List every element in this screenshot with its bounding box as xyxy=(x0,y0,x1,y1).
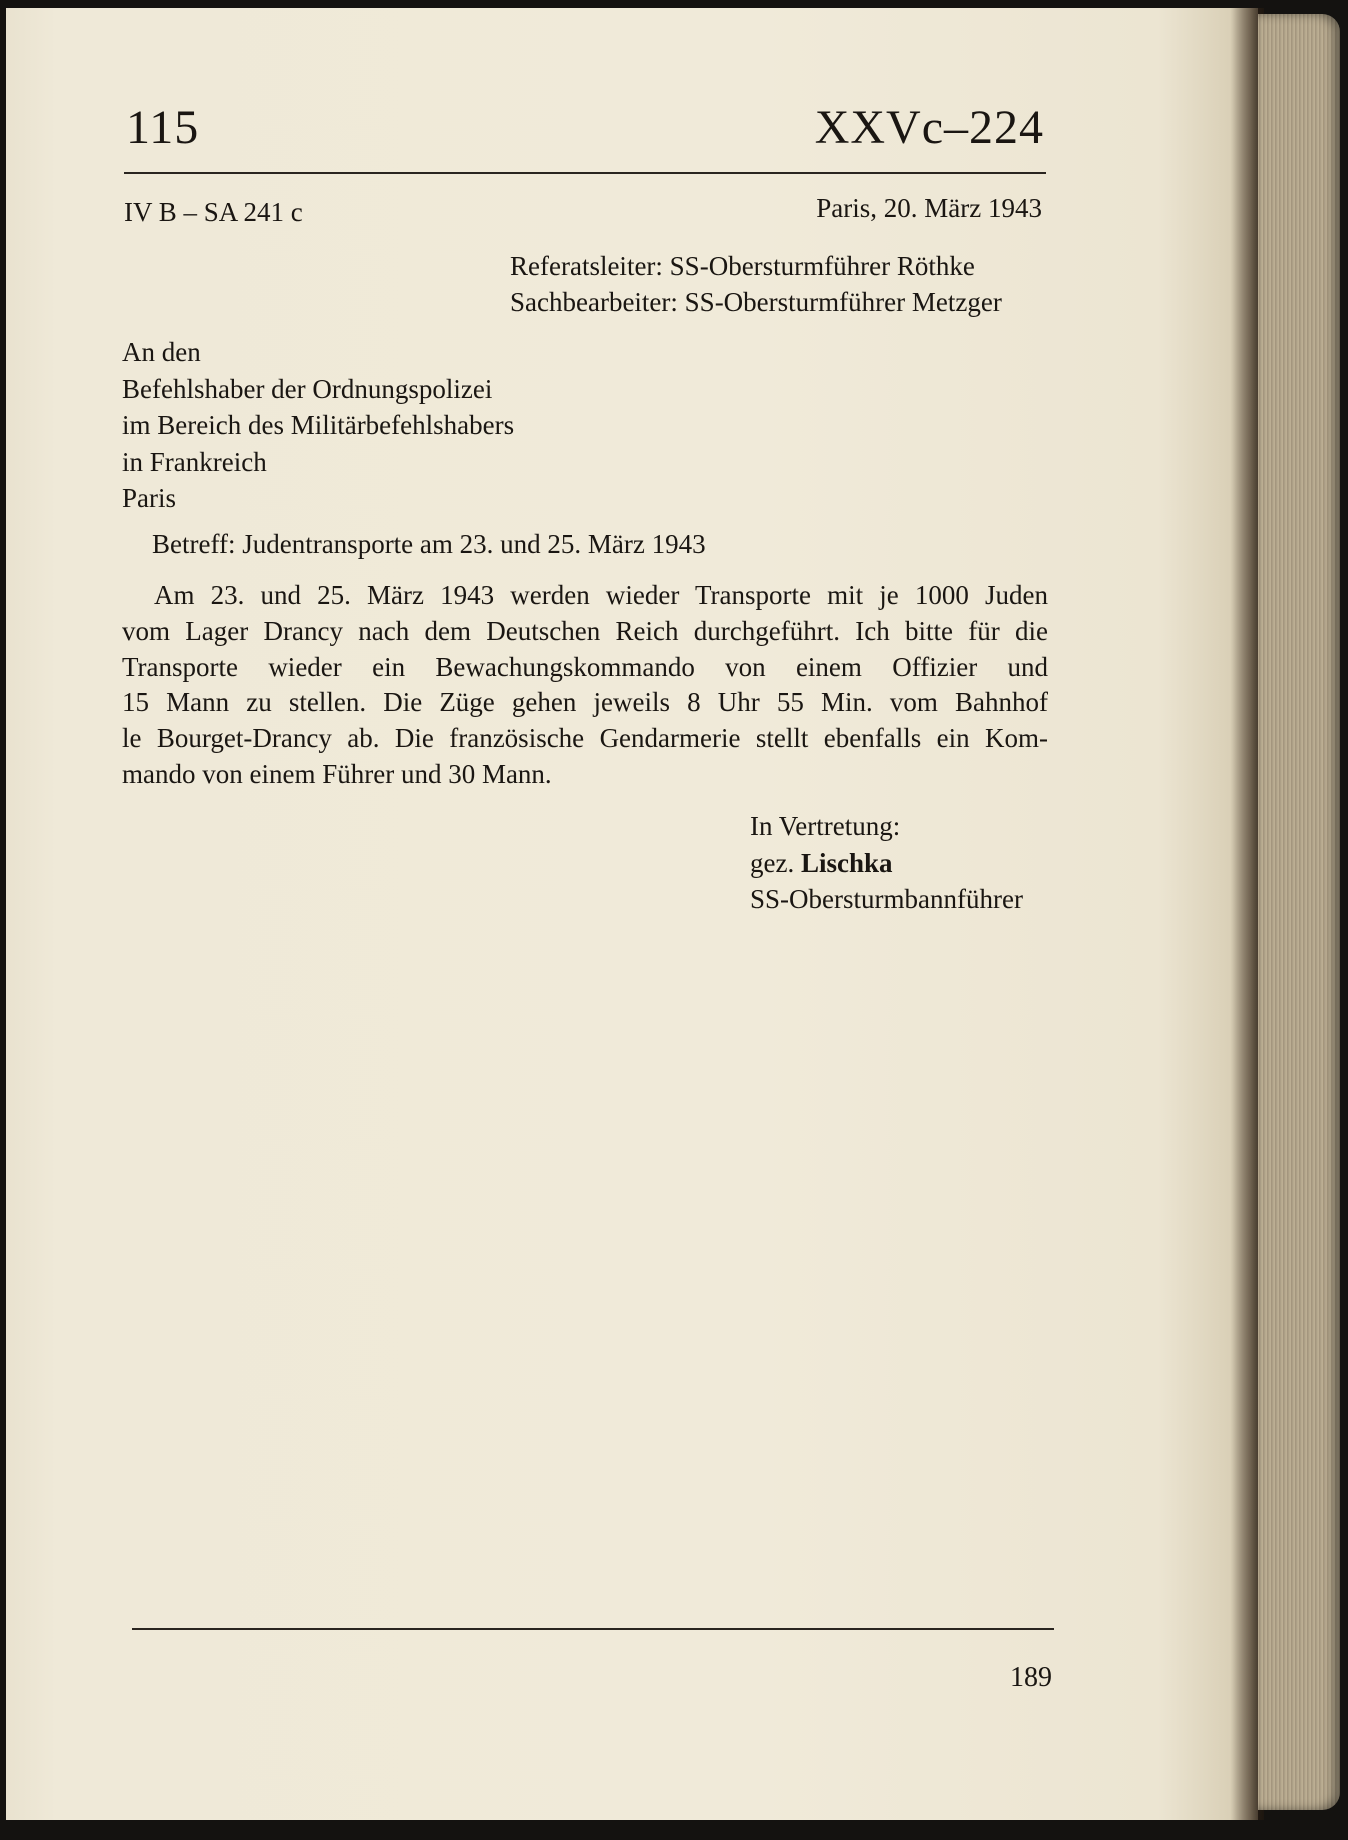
recipient-line: An den xyxy=(122,337,201,367)
letter-body xyxy=(122,578,1048,793)
document-number: 115 xyxy=(126,101,200,154)
body-line: 15 Mann zu stellen. Die Züge gehen jeweils 8 Uhr 55 Min. vom Bahnhof xyxy=(122,687,1048,718)
archive-code: XXVc–224 xyxy=(814,101,1044,154)
body-line: vom Lager Drancy nach dem Deutschen Reich durchgeführt. Ich bitte für die xyxy=(122,615,1048,646)
signature-block xyxy=(750,808,1023,918)
recipient-address xyxy=(122,334,514,517)
signature-name-line xyxy=(750,845,1023,882)
signatory-name: Lischka xyxy=(800,847,893,878)
recipient-line: Paris xyxy=(122,483,176,513)
header-rule xyxy=(124,172,1046,174)
place-date: Paris, 20. März 1943 xyxy=(816,193,1042,223)
referatsleiter-line: Referatsleiter: SS-Obersturmführer Röthke xyxy=(510,251,975,281)
recipient-line: in Frankreich xyxy=(122,446,267,477)
page-number: 189 xyxy=(1010,1662,1052,1693)
recipient-line: im Bereich des Militärbefehlshabers xyxy=(122,410,515,440)
officials-block xyxy=(510,248,1002,320)
signature-intro: In Vertretung: xyxy=(750,811,901,841)
file-reference: IV B – SA 241 c xyxy=(124,197,303,227)
recipient-line: Befehlshaber der Ordnungspolizei xyxy=(122,373,493,404)
signatory-rank: SS-Obersturmbannführer xyxy=(750,884,1023,914)
subject-line: Betreff: Judentransporte am 23. und 25. März 1943 xyxy=(152,529,706,559)
footer-rule xyxy=(132,1628,1054,1630)
body-line: mando von einem Führer und 30 Mann. xyxy=(122,758,552,789)
body-line: Am 23. und 25. März 1943 werden wieder Transporte mit je 1000 Juden xyxy=(154,580,1048,610)
signature-prefix: gez. xyxy=(750,847,795,878)
sachbearbeiter-line: Sachbearbeiter: SS-Obersturmführer Metzger xyxy=(510,287,1002,317)
body-line: le Bourget-Drancy ab. Die französische Gendarmerie stellt ebenfalls ein Kom- xyxy=(122,723,1048,754)
book-page-edges xyxy=(1258,14,1340,1810)
body-line: Transporte wieder ein Bewachungskommando von einem Offizier und xyxy=(122,651,1048,682)
